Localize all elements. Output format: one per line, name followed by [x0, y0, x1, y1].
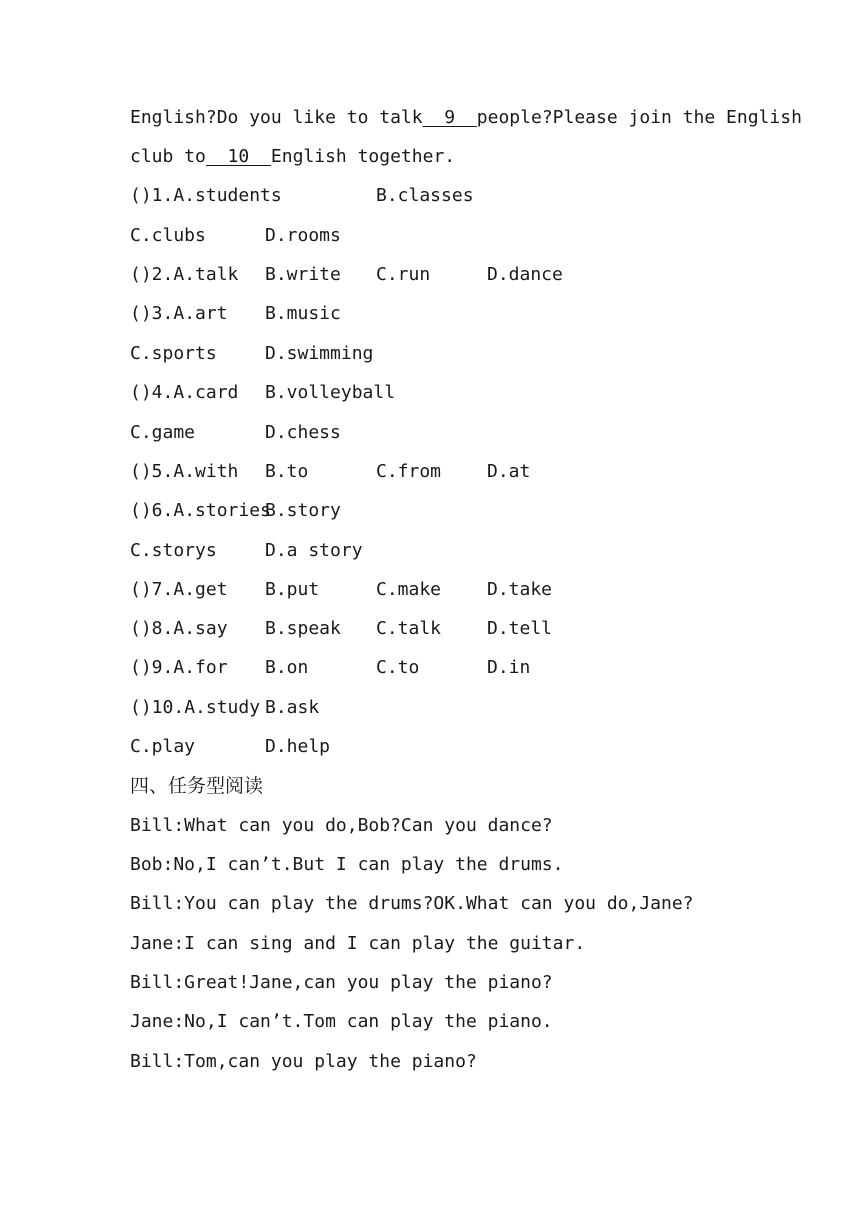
option-c: C.talk	[376, 618, 442, 639]
question-9	[130, 655, 228, 681]
question-number: ()5.	[130, 461, 174, 482]
option-b: B.ask	[265, 697, 320, 718]
option-c: C.run	[376, 264, 431, 285]
question-3	[130, 301, 228, 327]
dialogue-line: Bill:Great!Jane,can you play the piano?	[130, 972, 553, 993]
question-number: ()4.	[130, 382, 174, 403]
option-c: C.storys	[130, 540, 217, 561]
question-number: ()1.	[130, 185, 174, 206]
option-b: B.music	[265, 303, 341, 324]
question-number: ()3.	[130, 303, 174, 324]
option-d: D.tell	[487, 618, 553, 639]
question-number: ()10.	[130, 697, 185, 718]
option-c: C.from	[376, 461, 442, 482]
passage-line-1	[130, 105, 802, 131]
question-2	[130, 262, 238, 288]
option-a: A.talk	[173, 264, 239, 285]
option-a: A.art	[173, 303, 228, 324]
option-d: D.swimming	[265, 343, 374, 364]
option-b: B.volleyball	[265, 382, 396, 403]
option-d: D.in	[487, 657, 531, 678]
dialogue-line: Jane:No,I can’t.Tom can play the piano.	[130, 1011, 553, 1032]
option-b: B.write	[265, 264, 341, 285]
dialogue-line: Bob:No,I can’t.But I can play the drums.	[130, 854, 564, 875]
option-c: C.clubs	[130, 225, 206, 246]
option-c: C.play	[130, 736, 196, 757]
option-a: A.card	[173, 382, 239, 403]
option-d: D.at	[487, 461, 531, 482]
option-d: D.a story	[265, 540, 363, 561]
option-a: A.say	[173, 618, 228, 639]
question-5	[130, 459, 238, 485]
question-number: ()7.	[130, 579, 174, 600]
option-c: C.game	[130, 422, 196, 443]
passage-line-2	[130, 144, 455, 170]
question-10	[130, 695, 260, 721]
passage-text: English together.	[270, 146, 456, 167]
option-d: D.help	[265, 736, 331, 757]
question-number: ()8.	[130, 618, 174, 639]
passage-text: people?Please join the English	[476, 107, 802, 128]
option-b: B.story	[265, 500, 341, 521]
passage-text: club to	[130, 146, 206, 167]
option-d: D.dance	[487, 264, 563, 285]
option-a: A.with	[173, 461, 239, 482]
dialogue-line: Bill:Tom,can you play the piano?	[130, 1051, 477, 1072]
question-number: ()6.	[130, 500, 174, 521]
question-7	[130, 577, 228, 603]
option-c: C.sports	[130, 343, 217, 364]
section-heading: 四、任务型阅读	[130, 775, 264, 797]
passage-text: English?Do you like to talk	[130, 107, 423, 128]
question-number: ()2.	[130, 264, 174, 285]
question-8	[130, 616, 228, 642]
option-a: A.get	[173, 579, 228, 600]
option-d: D.chess	[265, 422, 341, 443]
option-b: B.to	[265, 461, 309, 482]
option-b: B.put	[265, 579, 320, 600]
option-c: C.make	[376, 579, 442, 600]
dialogue-line: Jane:I can sing and I can play the guitar.	[130, 933, 586, 954]
option-a: A.for	[173, 657, 228, 678]
option-a: A.students	[173, 185, 282, 206]
blank-9: 9	[422, 107, 477, 128]
option-d: D.rooms	[265, 225, 341, 246]
question-1	[130, 183, 282, 209]
option-a: A.stories	[173, 500, 271, 521]
question-number: ()9.	[130, 657, 174, 678]
question-6	[130, 498, 271, 524]
option-b: B.speak	[265, 618, 341, 639]
question-4	[130, 380, 238, 406]
option-b: B.on	[265, 657, 309, 678]
blank-10: 10	[205, 146, 271, 167]
dialogue-line: Bill:You can play the drums?OK.What can you do,Jane?	[130, 893, 694, 914]
dialogue-line: Bill:What can you do,Bob?Can you dance?	[130, 815, 553, 836]
option-a: A.study	[184, 697, 261, 718]
option-c: C.to	[376, 657, 420, 678]
option-b: B.classes	[376, 185, 474, 206]
option-d: D.take	[487, 579, 553, 600]
